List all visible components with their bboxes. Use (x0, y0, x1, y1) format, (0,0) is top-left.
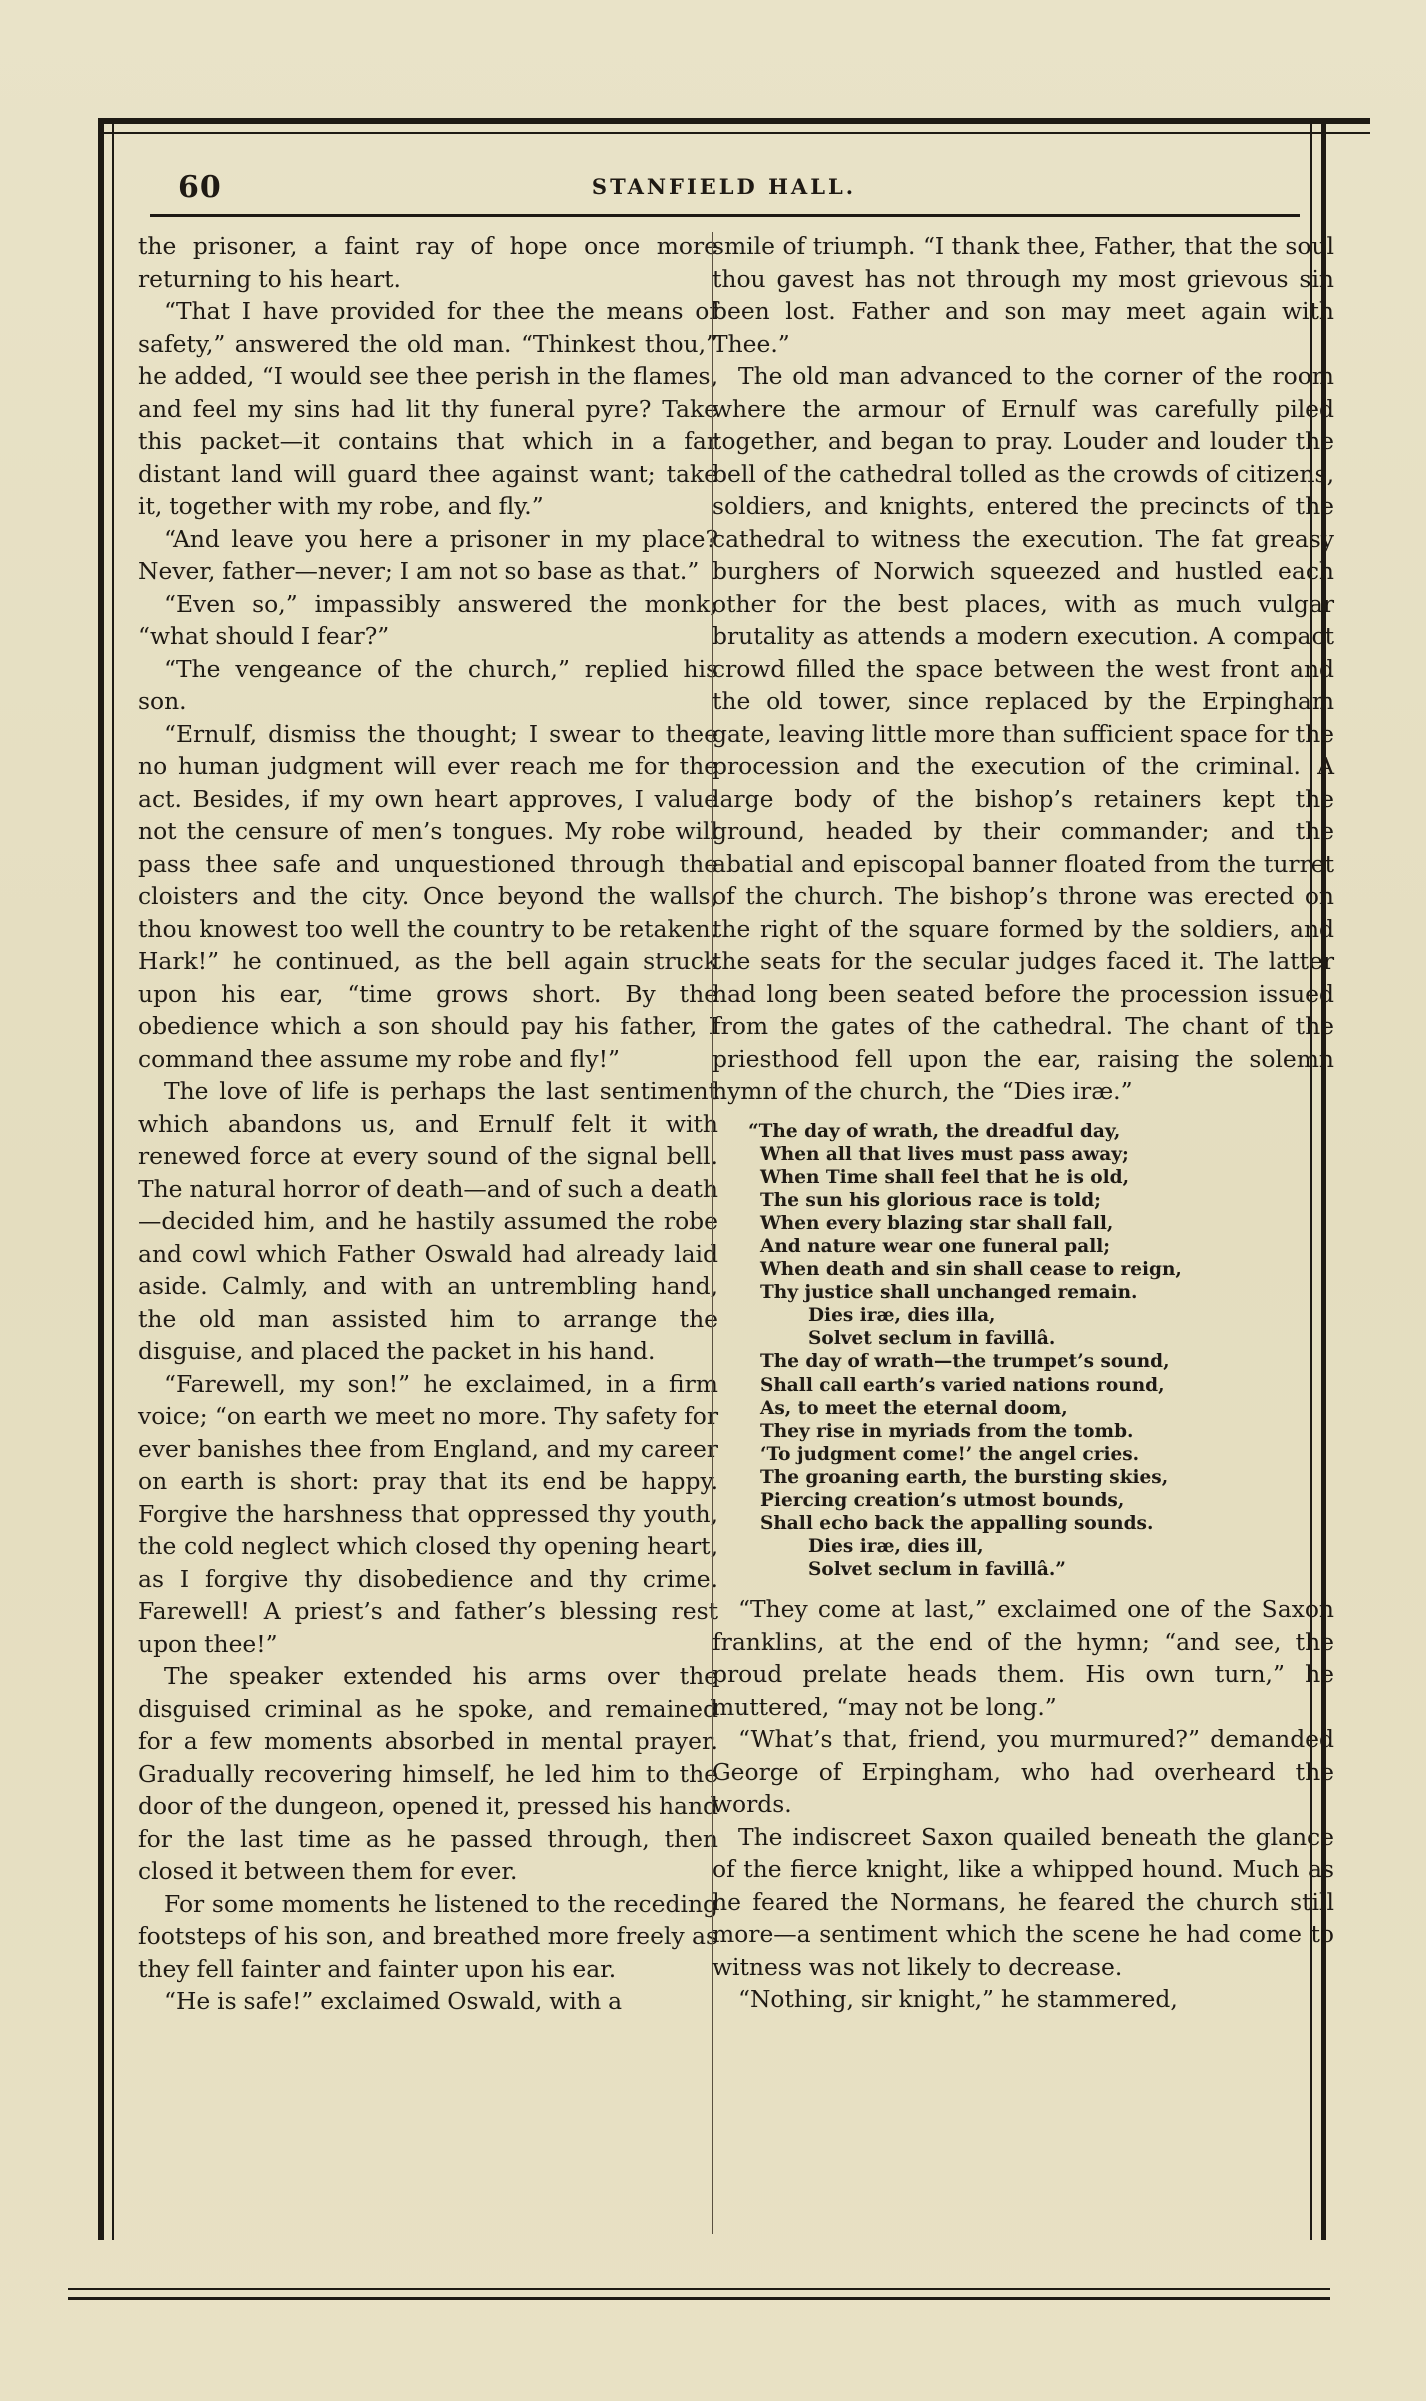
paragraph: For some moments he listened to the receding footsteps of his son, and breathed more freely as they fell fainter and fainter upon his ear. (138, 1889, 718, 1983)
verse-line: ‘To judgment come!’ the angel cries. (760, 1443, 1140, 1465)
verse-line: When every blazing star shall fall, (760, 1212, 1114, 1234)
verse-line: Shall echo back the appalling sounds. (760, 1513, 1154, 1535)
verse-line: Solvet seclum in favillâ. (808, 1328, 1056, 1350)
verse-line: Dies iræ, dies ill, (808, 1536, 984, 1558)
verse-line: As, to meet the eternal doom, (760, 1397, 1068, 1419)
paragraph: “The vengeance of the church,” replied his son. (138, 654, 718, 715)
paragraph: The love of life is perhaps the last sentiment which abandons us, and Ernulf felt it with renewed force at every sound of the signal bell. The natural horror of death—and of such a death—decided him, and he hastily assumed the robe and cowl which Father Oswald had already laid aside. Calmly, and with an untrembling hand, the old man assisted him to arrange the disguise, and placed the packet in his hand. (138, 1077, 718, 1365)
paragraph: The speaker extended his arms over the disguised criminal as he spoke, and remained for a few moments absorbed in mental prayer. Gradually recovering himself, he led him to the door of the dungeon, opened it, pressed his hand for the last time as he passed through, then closed it between them for ever. (138, 1662, 718, 1885)
frame-left-border (98, 118, 114, 2240)
page-header (150, 168, 1298, 214)
right-column (712, 230, 1334, 2016)
paragraph: “That I have provided for thee the means of safety,” answered the old man. “Thinkest thou,” he added, “I would see thee perish in the flames, and feel my sins had lit thy funeral pyre? Take this packet—it contains that which in a far distant land will guard thee against want; take it, together with my robe, and fly.” (138, 297, 718, 520)
paragraph: “What’s that, friend, you murmured?” demanded George of Erpingham, who had overheard the words. (712, 1725, 1334, 1819)
verse-line: Shall call earth’s varied nations round, (760, 1374, 1165, 1396)
verse-line: The day of wrath—the trumpet’s sound, (760, 1351, 1170, 1373)
verse-line: And nature wear one funeral pall; (760, 1235, 1111, 1257)
paragraph: “Farewell, my son!” he exclaimed, in a firm voice; “on earth we meet no more. Thy safety for ever banishes thee from England, and my career on earth is short: pray that its end be happy. Forgive the harshness that oppressed thy youth, the cold neglect which closed thy opening heart, as I forgive thy disobedience and thy crime. Farewell! A priest’s and father’s blessing rest upon thee!” (138, 1369, 718, 1658)
frame-top-border (98, 118, 1370, 134)
paragraph: The old man advanced to the corner of the room where the armour of Ernulf was carefully piled together, and began to pray. Louder and louder the bell of the cathedral tolled as the crowds of citizens, soldiers, and knights, entered the precincts of the cathedral to witness the execution. The fat greasy burghers of Norwich squeezed and hustled each other for the best places, with as much vulgar brutality as attends a modern execution. A compact crowd filled the space between the west front and the old tower, since replaced by the Erpingham gate, leaving little more than sufficient space for the procession and the execution of the criminal. A large body of the bishop’s retainers kept the ground, headed by their commander; and the abatial and episcopal banner floated from the turret of the church. The bishop’s throne was erected on the right of the square formed by the soldiers, and the seats for the secular judges faced it. The latter had long been seated before the procession issued from the gates of the cathedral. The chant of the priesthood fell upon the ear, raising the solemn hymn of the church, the “Dies iræ.” (712, 362, 1334, 1105)
hymn-verse (748, 1120, 1334, 1582)
verse-line: Solvet seclum in favillâ.” (808, 1559, 1066, 1581)
verse-line: The groaning earth, the bursting skies, (760, 1466, 1169, 1488)
verse-line: They rise in myriads from the tomb. (760, 1420, 1134, 1442)
verse-line: When all that lives must pass away; (760, 1143, 1129, 1165)
paragraph: “Even so,” impassibly answered the monk; “what should I fear?” (138, 589, 718, 650)
verse-line: Dies iræ, dies illa, (808, 1305, 996, 1327)
paragraph: “They come at last,” exclaimed one of the Saxon franklins, at the end of the hymn; “and see, the proud prelate heads them. His own turn,” he muttered, “may not be long.” (712, 1595, 1334, 1721)
verse-line: Thy justice shall unchanged remain. (760, 1282, 1138, 1304)
running-title: STANFIELD HALL. (591, 174, 857, 199)
paragraph: the prisoner, a faint ray of hope once more returning to his heart. (138, 232, 718, 293)
paragraph: “Nothing, sir knight,” he stammered, (738, 1985, 1178, 2014)
header-rule (150, 214, 1300, 217)
paragraph: smile of triumph. “I thank thee, Father, that the soul thou gavest has not through my most grievous sin been lost. Father and son may meet again with Thee.” (712, 232, 1334, 358)
verse-line: The sun his glorious race is told; (760, 1189, 1102, 1211)
verse-line: Piercing creation’s utmost bounds, (760, 1490, 1125, 1511)
verse-line: “The day of wrath, the dreadful day, (748, 1120, 1121, 1142)
paragraph: The indiscreet Saxon quailed beneath the glance of the fierce knight, like a whipped hound. Much as he feared the Normans, he feared the church still more—a sentiment which the scene he had come to witness was not likely to decrease. (712, 1822, 1334, 1981)
paragraph: “And leave you here a prisoner in my place? Never, father—never; I am not so base as that.” (138, 524, 718, 585)
paragraph: “Ernulf, dismiss the thought; I swear to thee no human judgment will ever reach me for the act. Besides, if my own heart approves, I value not the censure of men’s tongues. My robe will pass thee safe and unquestioned through the cloisters and the city. Once beyond the walls, thou knowest too well the country to be retaken. Hark!” he continued, as the bell again struck upon his ear, “time grows short. By the obedience which a son should pay his father, I command thee assume my robe and fly!” (138, 719, 718, 1073)
left-column (138, 230, 718, 2018)
page-number: 60 (178, 170, 222, 205)
verse-line: When Time shall feel that he is old, (760, 1166, 1130, 1188)
verse-line: When death and sin shall cease to reign, (760, 1259, 1182, 1281)
paragraph: “He is safe!” exclaimed Oswald, with a (164, 1987, 623, 2015)
frame-bottom-border (68, 2288, 1330, 2300)
